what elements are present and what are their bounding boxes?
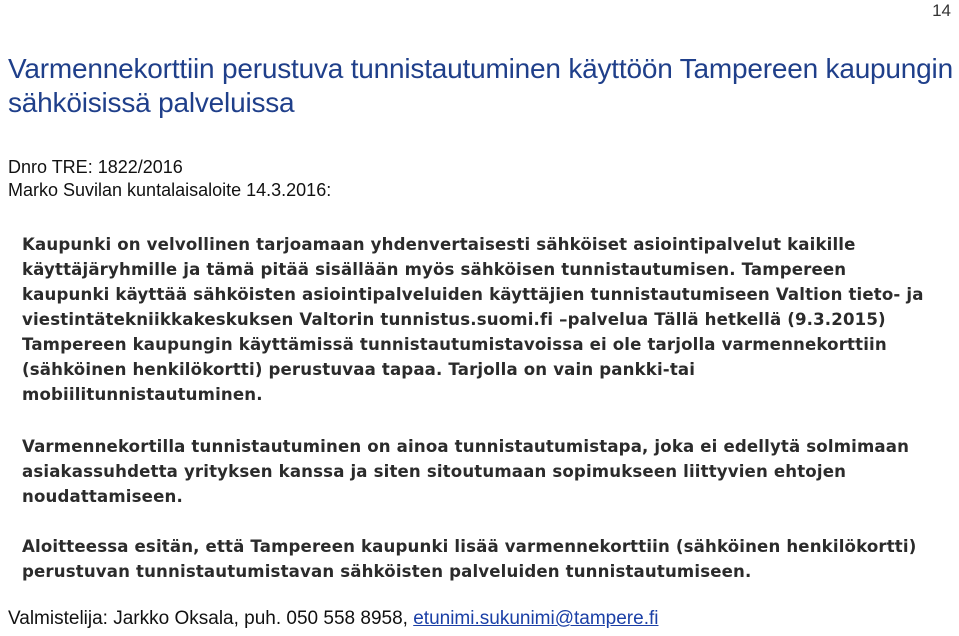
scan-paragraph-2: Varmennekortilla tunnistautuminen on ainoa tunnistautumistapa, joka ei edellytä solmimaan asiakassuhdetta yrityksen kanssa ja siten sitoutumaan sopimukseen liittyvien ehtojen noudattamiseen. bbox=[22, 437, 910, 506]
email-link[interactable]: etunimi.sukunimi@tampere.fi bbox=[413, 608, 659, 629]
scan-paragraph-3: Aloitteessa esitän, että Tampereen kaupunki lisää varmennekorttiin (sähköinen henkilökortti) perustuvan tunnistautumistavan sähköisten palveluiden tunnistautumiseen. bbox=[22, 537, 917, 581]
scan-paragraph-1: Kaupunki on velvollinen tarjoamaan yhdenvertaisesti sähköiset asiointipalvelut kaikille käyttäjäryhmille ja tämä pitää sisällään myös sähköisen tunnistautumisen. Tampereen kaupunki käyttää sähköisten asiointipalveluiden käyttäjien tunnistautumiseen Valtion tieto- ja viestintätekniikkakeskuksen Valtorin tunnistus.suomi.fi –palvelua Tällä hetkellä (9.3.2015) Tampereen kaupungin käyttämissä tunnistautumistavoissa ei ole tarjolla varmennekorttiin (sähköinen henkilökortti) perustuvaa tapaa. Tarjolla on vain pankki-tai mobiilitunnistautuminen. bbox=[22, 235, 924, 404]
preparer-info: Valmistelija: Jarkko Oksala, puh. 050 558 8958, bbox=[8, 608, 408, 629]
page-title: Varmennekorttiin perustuva tunnistautuminen käyttöön Tampereen kaupungin sähköisissä palveluissa bbox=[8, 53, 953, 118]
record-number: Dnro TRE: 1822/2016 bbox=[8, 157, 183, 177]
footer-contact bbox=[8, 606, 658, 632]
page-number: 14 bbox=[932, 1, 951, 20]
initiative-author-line: Marko Suvilan kuntalaisaloite 14.3.2016: bbox=[8, 180, 332, 200]
scanned-initiative-text bbox=[18, 226, 938, 586]
